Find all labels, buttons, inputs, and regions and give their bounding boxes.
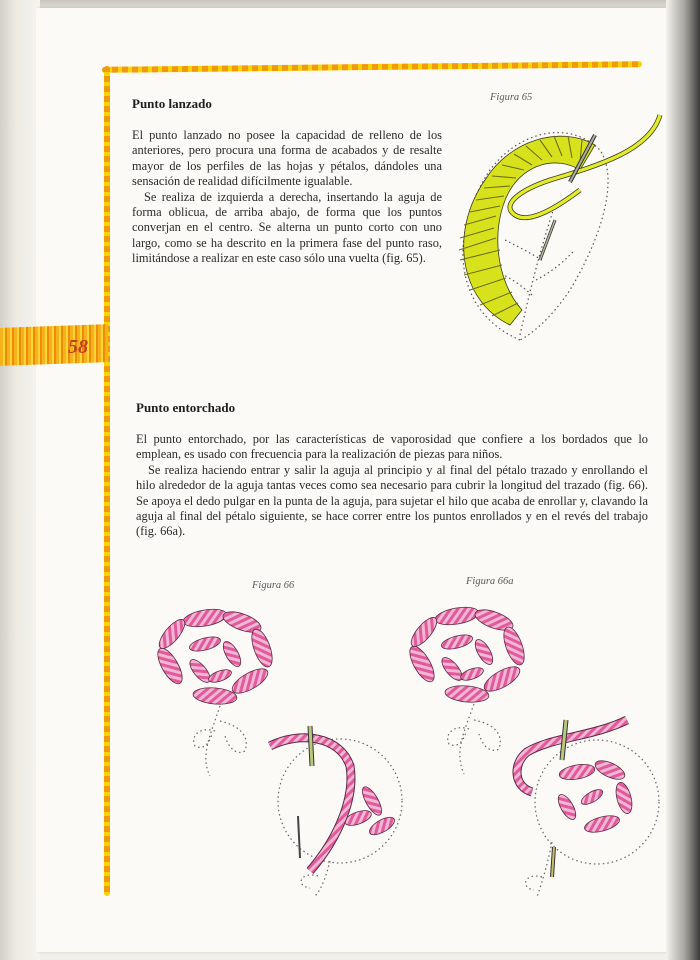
section1-text bbox=[132, 128, 442, 267]
decorative-border-left bbox=[104, 66, 110, 896]
section1-paragraph-2: Se realiza de izquierda a derecha, insertando la aguja de forma oblicua, de arriba abajo, de forma que los puntos converjan en el centro. Se alterna un punto corto con uno largo, como se ha descrito en la primera fase del punto raso, limitándose a realizar en este caso sólo una vuelta (fig. 65). bbox=[132, 189, 442, 266]
page-number-tab bbox=[0, 324, 108, 366]
section-title-punto-lanzado: Punto lanzado bbox=[132, 96, 212, 111]
scan-left-edge bbox=[0, 0, 40, 960]
section2-paragraph-1: El punto entorchado, por las características de vaporosidad que confiere a los bordados que lo emplean, es usado con frecuencia para la realización de piezas para niños. bbox=[136, 432, 648, 462]
figure-65-leaf-illustration bbox=[430, 110, 670, 350]
figure-66a-rose-illustration bbox=[402, 592, 672, 902]
section-title-punto-entorchado: Punto entorchado bbox=[136, 400, 236, 415]
figure-66a-caption: Figura 66a bbox=[466, 576, 514, 587]
figure-66-caption: Figura 66 bbox=[252, 580, 295, 591]
page-number: 58 bbox=[68, 336, 88, 358]
section2-paragraph-2: Se realiza haciendo entrar y salir la aguja al principio y al final del pétalo trazado y enrollando el hilo alrededor de la aguja tantas veces como sea necesario para cubrir la longitud del trazado (fig. 66). Se apoya el dedo pulgar en la punta de la aguja, para sujetar el hilo que acaba de enrollar y, clavando la aguja al final del pétalo siguiente, se hace correr entre los puntos enrollados y en el revés del trabajo (fig. 66a). bbox=[136, 462, 648, 539]
section1-paragraph-1: El punto lanzado no posee la capacidad de relleno de los anteriores, pero procura una forma de acabados y de resalte mayor de los perfiles de las hojas y pétalos, dándoles una sensación de realidad difícilmente igualable. bbox=[132, 128, 442, 189]
figure-65-caption: Figura 65 bbox=[490, 92, 533, 103]
figure-66-rose-illustration bbox=[150, 596, 410, 896]
section2-text bbox=[136, 432, 648, 540]
